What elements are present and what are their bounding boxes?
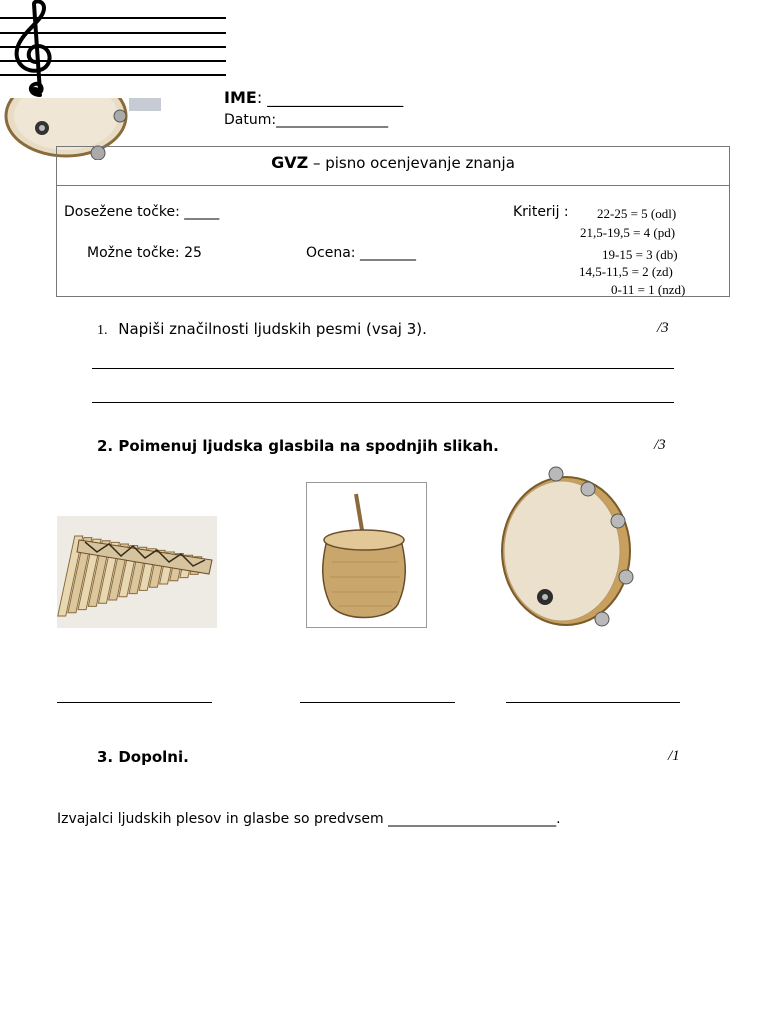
tambourine-image (500, 465, 640, 630)
question-2-text: 2. Poimenuj ljudska glasbila na spodnjih slikah. (97, 437, 499, 455)
date-field[interactable]: Datum:________________ (224, 112, 389, 128)
answer-line[interactable] (92, 368, 674, 369)
grade-field[interactable]: Ocena: ________ (306, 245, 416, 261)
possible-points-label: Možne točke: 25 (87, 245, 202, 261)
friction-drum-image (306, 482, 427, 628)
criteria-row: 19-15 = 3 (db) (602, 247, 678, 262)
name-blank: : _________________ (256, 88, 404, 107)
criteria-row: 21,5-19,5 = 4 (pd) (580, 225, 676, 240)
question-1 (97, 320, 427, 339)
question-3-points: /1 (668, 748, 680, 764)
box-divider (57, 185, 729, 186)
criteria-row: 0-11 = 1 (nzd) (611, 282, 686, 297)
answer-line[interactable] (92, 402, 674, 403)
achieved-points-field[interactable]: Dosežene točke: _____ (64, 204, 220, 220)
instrument-answer-line[interactable] (57, 702, 212, 703)
title-abbr: GVZ (271, 153, 309, 172)
grading-info-box (56, 146, 730, 297)
criteria-row: 14,5-11,5 = 2 (zd) (579, 264, 673, 279)
question-3-sentence[interactable]: Izvajalci ljudskih plesov in glasbe so predvsem ________________________. (57, 811, 561, 827)
treble-clef-staff-icon (0, 0, 228, 100)
criteria-label: Kriterij : (513, 204, 569, 220)
question-3-text: 3. Dopolni. (97, 748, 189, 766)
gray-block (129, 98, 161, 111)
title-rest: – pisno ocenjevanje znanja (308, 154, 515, 172)
instrument-answer-line[interactable] (300, 702, 455, 703)
name-label: IME (224, 88, 257, 107)
question-2-points: /3 (654, 437, 666, 453)
question-1-number: 1. (97, 323, 108, 338)
instrument-answer-line[interactable] (506, 702, 680, 703)
page-title (57, 153, 729, 172)
question-1-points: /3 (657, 320, 669, 336)
criteria-row: 22-25 = 5 (odl) (597, 206, 677, 221)
question-1-text: Napiši značilnosti ljudskih pesmi (vsaj 3). (118, 320, 427, 338)
student-name-field[interactable] (224, 88, 403, 107)
pan-flute-image (57, 516, 217, 628)
